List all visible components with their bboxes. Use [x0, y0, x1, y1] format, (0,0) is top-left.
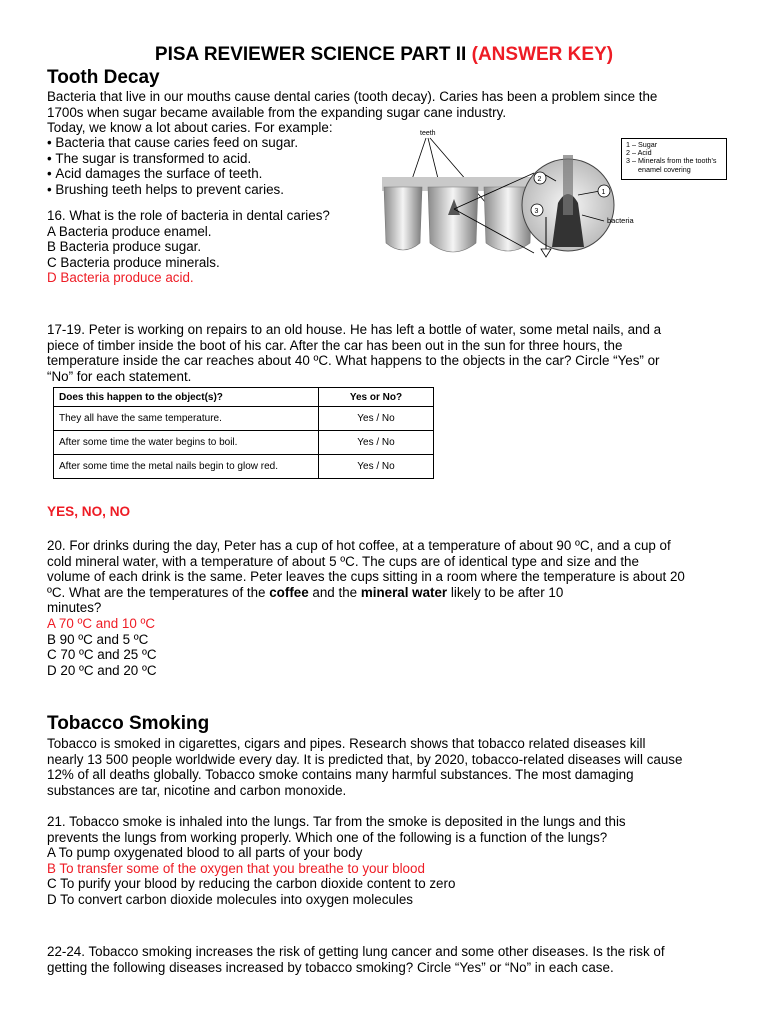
intro-line: 12% of all deaths globally. Tobacco smoke contains many harmful substances. The most damaging: [47, 767, 634, 783]
page-title: [0, 43, 768, 67]
option-a: A Bacteria produce enamel.: [47, 223, 212, 239]
marker-1-label: 1: [601, 189, 606, 196]
tobacco-intro: [47, 736, 727, 798]
diagram-legend: [621, 138, 727, 180]
question-line: prevents the lungs from working properly. Which one of the following is a function of the lungs?: [47, 829, 608, 845]
option-a: A To pump oxygenated blood to all parts of your body: [47, 845, 363, 861]
question-line: volume of each drink is the same. Peter leaves the cups sitting in a room where the temperature is about 20: [47, 569, 685, 585]
intro-line: 1700s when sugar became available from the expanding sugar cane industry.: [47, 104, 507, 120]
table-row: [54, 407, 434, 431]
bullet-item: • Bacteria that cause caries feed on sugar.: [47, 135, 299, 150]
option-c: C To purify your blood by reducing the carbon dioxide content to zero: [47, 876, 456, 892]
intro-line: nearly 13 500 people worldwide every day. It is predicted that, by 2020, tobacco-related diseases will cause: [47, 751, 683, 767]
objects-table: [53, 387, 434, 479]
option-d-correct: D Bacteria produce acid.: [47, 270, 194, 286]
bullet-item: • Acid damages the surface of teeth.: [47, 166, 263, 182]
table-row: [54, 431, 434, 455]
question-line: 21. Tobacco smoke is inhaled into the lungs. Tar from the smoke is deposited in the lungs and this: [47, 814, 626, 829]
table-cell-statement: After some time the water begins to boil.: [54, 431, 319, 455]
option-d: D 20 ºC and 20 ºC: [47, 662, 157, 678]
option-c: C 70 ºC and 25 ºC: [47, 647, 157, 663]
question-line: 20. For drinks during the day, Peter has a cup of hot coffee, at a temperature of about 90 ºC, and a cup of: [47, 538, 671, 553]
marker-2-label: 2: [537, 176, 542, 183]
coffee-term: coffee: [269, 584, 309, 600]
table-header-choice: Yes or No?: [319, 388, 434, 407]
question-line: temperature inside the car reaches about 40 ºC. What happens to the objects in the car? Circle “Yes” or: [47, 353, 660, 369]
bullet-item: • Brushing teeth helps to prevent caries.: [47, 181, 284, 197]
table-cell-choice: Yes / No: [319, 431, 434, 455]
tooth-facts-list: [47, 135, 367, 197]
question-line: minutes?: [47, 600, 102, 616]
question-line: 17-19. Peter is working on repairs to an old house. He has left a bottle of water, some metal nails, and a: [47, 322, 662, 337]
bacteria-column: [563, 155, 573, 215]
table-cell-choice: Yes / No: [319, 455, 434, 479]
question-line: cold mineral water, with a temperature of about 5 ºC. The cups are of identical type and size and the: [47, 553, 639, 569]
option-b-correct: B To transfer some of the oxygen that you breathe to your blood: [47, 860, 425, 876]
question-21: [47, 814, 727, 908]
bullet-item: • The sugar is transformed to acid.: [47, 150, 252, 166]
question-20: [47, 538, 727, 678]
question-line: piece of timber inside the boot of his car. After the car has been out in the sun for three hours, the: [47, 337, 623, 353]
option-d: D To convert carbon dioxide molecules into oxygen molecules: [47, 891, 413, 907]
option-b: B 90 ºC and 5 ºC: [47, 631, 149, 647]
legend-item: 3 – Minerals from the tooth's: [626, 156, 717, 166]
option-c: C Bacteria produce minerals.: [47, 254, 220, 270]
question-line: “No” for each statement.: [47, 368, 192, 384]
tooth-shape: [428, 187, 478, 252]
legend-item: 2 – Acid: [626, 148, 652, 158]
bacteria-label: bacteria: [607, 216, 634, 225]
legend-item: 1 – Sugar: [626, 140, 658, 149]
mineral-water-term: mineral water: [360, 584, 448, 600]
marker-3-label: 3: [534, 208, 539, 215]
intro-line: Tobacco is smoked in cigarettes, cigars and pipes. Research shows that tobacco related diseases kill: [47, 736, 646, 751]
section-heading-tooth-decay: Tooth Decay: [47, 67, 160, 88]
question-line: 22-24. Tobacco smoking increases the risk of getting lung cancer and some other diseases. Is the risk of: [47, 944, 665, 959]
question-17-19: [47, 322, 727, 384]
title-answer-key: (ANSWER KEY): [471, 44, 614, 65]
table-cell-choice: Yes / No: [319, 407, 434, 431]
question-16: [47, 208, 377, 286]
legend-item: enamel covering: [638, 164, 691, 174]
section-heading-tobacco: Tobacco Smoking: [47, 713, 210, 734]
question-text: 16. What is the role of bacteria in dental caries?: [47, 208, 330, 223]
tooth-shape: [384, 187, 422, 250]
question-22-24: [47, 944, 727, 975]
answer-17-19: YES, NO, NO: [47, 504, 131, 519]
intro-line: Today, we know a lot about caries. For example:: [47, 120, 333, 136]
option-b: B Bacteria produce sugar.: [47, 239, 202, 255]
intro-line: Bacteria that live in our mouths cause dental caries (tooth decay). Caries has been a problem since the: [47, 89, 658, 104]
question-line: ºC. What are the temperatures of the coffee and the mineral water likely to be after 10: [47, 584, 564, 600]
teeth-label: teeth: [420, 130, 436, 137]
intro-line: substances are tar, nicotine and carbon monoxide.: [47, 782, 347, 798]
table-header-row: [54, 388, 434, 407]
table-row: [54, 455, 434, 479]
table-cell-statement: After some time the metal nails begin to glow red.: [54, 455, 319, 479]
tooth-decay-diagram: [382, 125, 622, 265]
question-line: getting the following diseases increased by tobacco smoking? Circle “Yes” or “No” in each case.: [47, 959, 614, 975]
title-main: PISA REVIEWER SCIENCE PART II: [154, 44, 472, 65]
table-cell-statement: They all have the same temperature.: [54, 407, 319, 431]
option-a-correct: A 70 ºC and 10 ºC: [47, 615, 156, 631]
table-header-statement: Does this happen to the object(s)?: [54, 388, 319, 407]
